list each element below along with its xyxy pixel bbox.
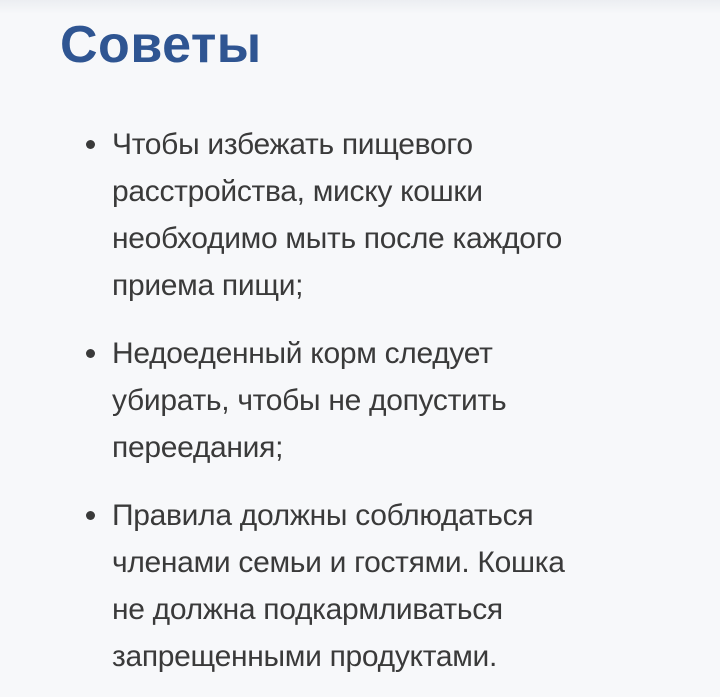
tip-line: Недоеденный корм следует bbox=[112, 337, 493, 370]
tip-line: Чтобы избежать пищевого bbox=[112, 128, 473, 161]
bullet-icon bbox=[86, 140, 95, 149]
tip-item-1 bbox=[84, 121, 644, 309]
page-title: Советы bbox=[60, 16, 262, 74]
tip-line: запрещенными продуктами. bbox=[112, 640, 498, 673]
tip-line: переедания; bbox=[112, 431, 284, 464]
bullet-icon bbox=[86, 349, 95, 358]
tip-line: убирать, чтобы не допустить bbox=[112, 384, 507, 417]
tip-line: приема пищи; bbox=[112, 269, 304, 302]
tip-line: Правила должны соблюдаться bbox=[112, 499, 534, 532]
tip-item-2 bbox=[84, 330, 644, 471]
bullet-icon bbox=[86, 511, 95, 520]
tip-line: членами семьи и гостями. Кошка bbox=[112, 546, 565, 579]
tip-line: необходимо мыть после каждого bbox=[112, 222, 563, 255]
tip-line: расстройства, миску кошки bbox=[112, 175, 483, 208]
tip-line: не должна подкармливаться bbox=[112, 593, 503, 626]
tip-item-3 bbox=[84, 492, 644, 680]
tips-list bbox=[84, 121, 644, 680]
